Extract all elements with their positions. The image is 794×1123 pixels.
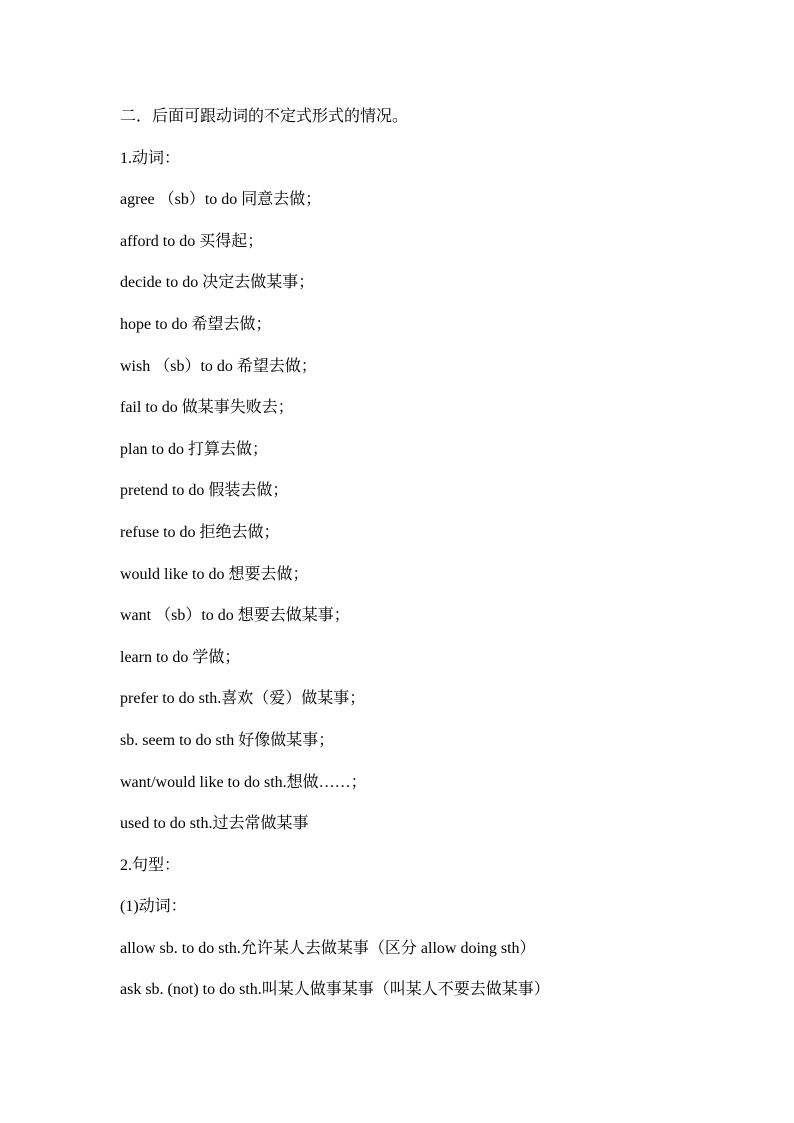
text-line: wish （sb）to do 希望去做； [120, 357, 317, 375]
text-line: ask sb. (not) to do sth.叫某人做事某事（叫某人不要去做某事） [120, 981, 550, 999]
text-line: hope to do 希望去做； [120, 315, 272, 333]
text-line: decide to do 决定去做某事； [120, 274, 315, 292]
text-line: refuse to do 拒绝去做； [120, 523, 280, 541]
text-line: plan to do 打算去做； [120, 440, 268, 458]
section-heading: 二．后面可跟动词的不定式形式的情况。 [120, 108, 409, 125]
subsection-heading: 2.句型： [120, 856, 181, 874]
text-line: want/would like to do sth.想做……； [120, 773, 367, 791]
text-line: want （sb）to do 想要去做某事； [120, 607, 350, 625]
text-line: learn to do 学做； [120, 648, 241, 666]
text-line: used to do sth.过去常做某事 [120, 815, 309, 833]
text-line: pretend to do 假装去做； [120, 482, 289, 500]
text-line: prefer to do sth.喜欢（爱）做某事； [120, 690, 366, 708]
text-line: afford to do 买得起； [120, 232, 264, 250]
text-line: allow sb. to do sth.允许某人去做某事（区分 allow doing sth） [120, 939, 536, 957]
text-line: would like to do 想要去做； [120, 565, 309, 583]
document-body [120, 104, 740, 1019]
text-line: sb. seem to do sth 好像做某事； [120, 731, 335, 749]
subsection-heading: 1.动词： [120, 149, 181, 167]
text-line: agree （sb）to do 同意去做； [120, 191, 322, 209]
text-line: fail to do 做某事失败去； [120, 399, 294, 417]
subsection-heading: (1)动词： [120, 898, 187, 916]
